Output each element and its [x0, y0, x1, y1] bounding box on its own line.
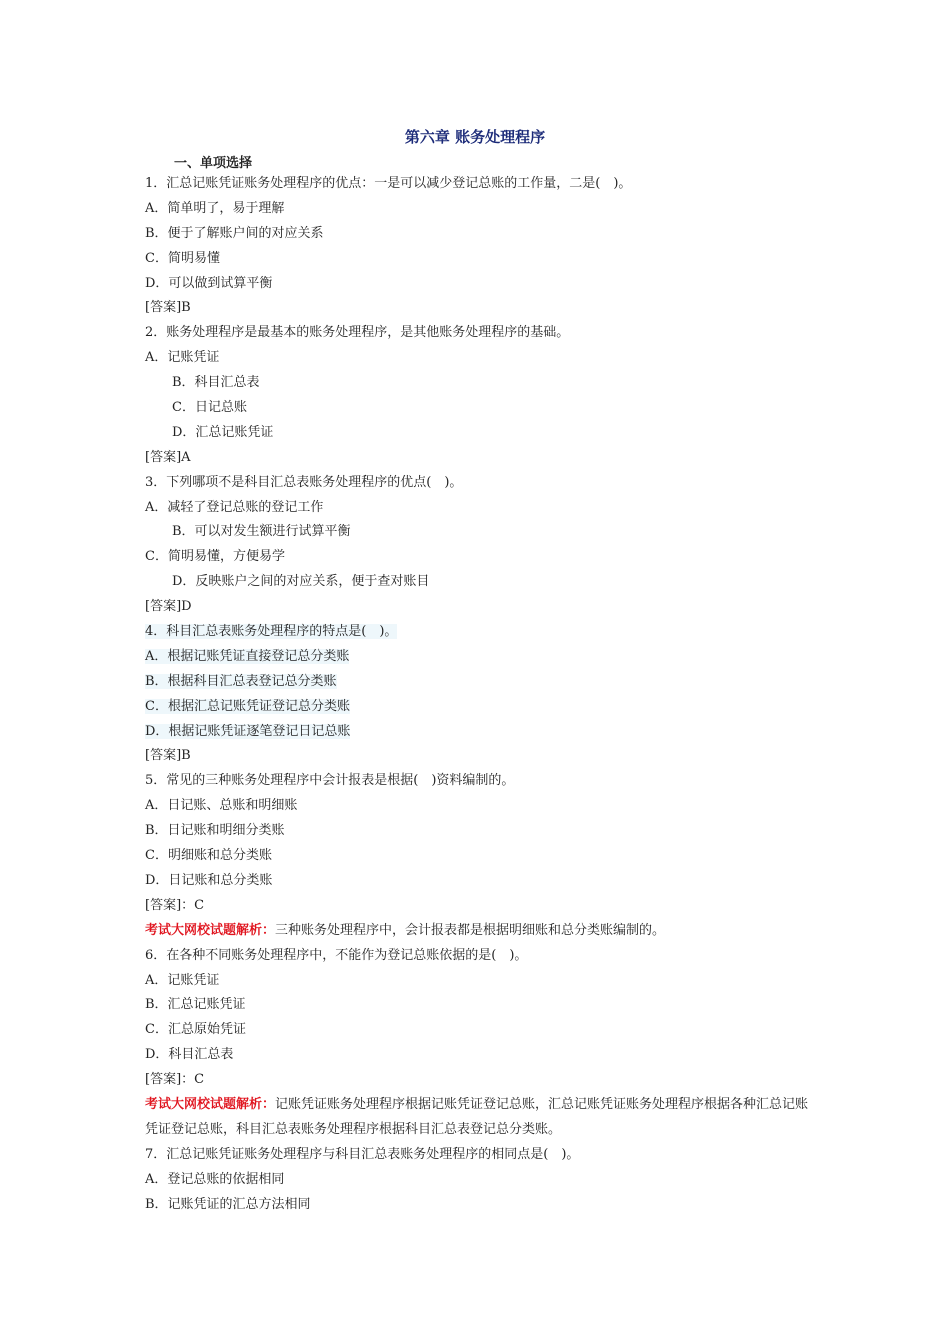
- answer-text: [答案]：C: [145, 1072, 205, 1088]
- option-text: A．登记总账的依据相同: [145, 1171, 285, 1187]
- option-text: D．日记账和总分类账: [145, 872, 273, 888]
- answer-text: [答案]A: [145, 449, 191, 465]
- question-list: [145, 172, 815, 1217]
- question-text: 1．汇总记账凭证账务处理程序的优点：一是可以减少登记总账的工作量，二是( )。: [145, 176, 632, 191]
- option-text: B．可以对发生额进行试算平衡: [172, 524, 351, 540]
- question-text: 3．下列哪项不是科目汇总表账务处理程序的优点( )。: [145, 474, 463, 490]
- option-text: [145, 645, 815, 670]
- section-heading: 一、单项选择: [174, 156, 253, 171]
- answer-text: [答案]：C: [145, 897, 205, 913]
- analysis-text: [145, 1093, 815, 1143]
- option-text: D．科目汇总表: [145, 1047, 234, 1063]
- answer-text: [答案]B: [145, 300, 191, 316]
- option-text: B．记账凭证的汇总方法相同: [145, 1196, 311, 1212]
- option-text: [145, 720, 815, 745]
- option-text: B．科目汇总表: [172, 375, 260, 391]
- question-text: 5．常见的三种账务处理程序中会计报表是根据( )资料编制的。: [145, 773, 515, 789]
- analysis-body: 记账凭证账务处理程序根据记账凭证登记总账，汇总记账凭证账务处理程序根据各种汇总记账凭证登记总账，科目汇总表账务处理程序根据科目汇总表登记总分类账。: [145, 1096, 809, 1137]
- option-text: C．汇总原始凭证: [145, 1022, 246, 1038]
- analysis-text: [145, 919, 815, 944]
- answer-text: [答案]D: [145, 599, 192, 615]
- analysis-label: 考试大网校试题解析：: [145, 922, 276, 938]
- option-text: B．汇总记账凭证: [145, 997, 246, 1013]
- option-text: B．便于了解账户间的对应关系: [145, 225, 324, 241]
- option-text: A．日记账、总账和明细账: [145, 798, 298, 814]
- highlighted-text: B．根据科目汇总表登记总分类账: [145, 673, 337, 689]
- analysis-body: 三种账务处理程序中，会计报表都是根据明细账和总分类账编制的。: [275, 922, 666, 938]
- option-text: C．简明易懂，方便易学: [145, 549, 285, 565]
- analysis-label: 考试大网校试题解析：: [145, 1096, 276, 1112]
- answer-text: [答案]B: [145, 748, 191, 764]
- question-text: 7．汇总记账凭证账务处理程序与科目汇总表账务处理程序的相同点是( )。: [145, 1146, 580, 1162]
- chapter-title: 第六章 账务处理程序: [404, 128, 546, 146]
- question-text: 6．在各种不同账务处理程序中，不能作为登记总账依据的是( )。: [145, 947, 528, 963]
- option-text: D．可以做到试算平衡: [145, 275, 273, 291]
- option-text: [145, 670, 815, 695]
- option-text: A．减轻了登记总账的登记工作: [145, 499, 324, 515]
- question-text: 2．账务处理程序是最基本的账务处理程序，是其他账务处理程序的基础。: [145, 325, 570, 341]
- option-text: C．简明易懂: [145, 250, 220, 266]
- highlighted-text: A．根据记账凭证直接登记总分类账: [145, 648, 350, 664]
- option-text: D．反映账户之间的对应关系，便于查对账目: [172, 574, 430, 590]
- highlighted-text: C．根据汇总记账凭证登记总分类账: [145, 698, 350, 714]
- option-text: D．汇总记账凭证: [172, 424, 274, 440]
- option-text: A．简单明了，易于理解: [145, 200, 285, 216]
- option-text: C．明细账和总分类账: [145, 848, 272, 864]
- option-text: A．记账凭证: [145, 350, 220, 366]
- option-text: [145, 695, 815, 720]
- question-text: [145, 620, 815, 645]
- option-text: B．日记账和明细分类账: [145, 823, 285, 839]
- highlighted-text: 4．科目汇总表账务处理程序的特点是( )。: [145, 624, 398, 640]
- option-text: C．日记总账: [172, 400, 247, 416]
- highlighted-text: D．根据记账凭证逐笔登记日记总账: [145, 723, 351, 739]
- option-text: A．记账凭证: [145, 972, 220, 988]
